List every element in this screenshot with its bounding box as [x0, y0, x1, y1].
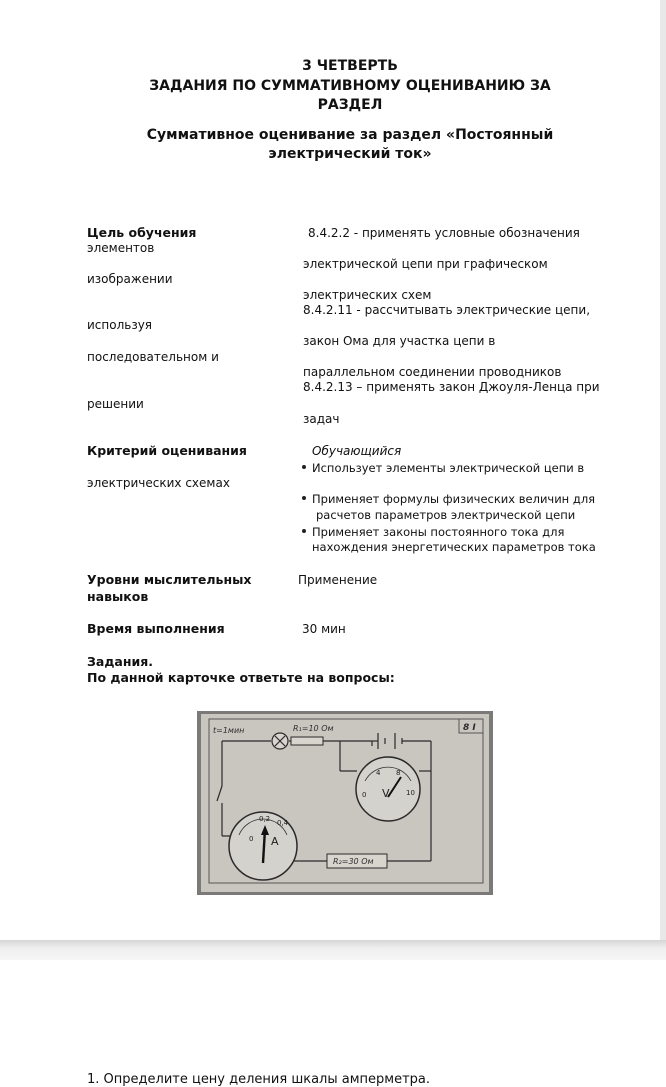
circuit-diagram-photo [197, 711, 493, 895]
goals-left-word: решении [87, 397, 144, 411]
time-label: Время выполнения [87, 621, 225, 636]
voltmeter-tick-4: 4 [376, 769, 381, 777]
time-label: t=1мин [213, 726, 245, 735]
tasks-instruction: По данной карточке ответьте на вопросы: [87, 670, 395, 685]
voltmeter-tick-8: 8 [396, 769, 401, 777]
goal-line: 8.4.2.13 – применять закон Джоуля-Ленца при [303, 380, 600, 394]
document-page-2 [0, 960, 666, 1087]
criteria-student: Обучающийся [312, 444, 402, 458]
lamp-icon [272, 733, 288, 749]
ammeter-tick-0: 0 [249, 835, 254, 843]
goal-line: 8.4.2.2 - применять условные обозначения [308, 226, 580, 240]
ammeter-tick-04: 0,4 [277, 819, 289, 827]
levels-label-cont: навыков [87, 589, 149, 604]
voltmeter-tick-0: 0 [362, 791, 367, 799]
goal-line: электрической цепи при графическом [303, 257, 548, 271]
voltmeter-tick-10: 10 [406, 789, 415, 797]
card-number: 8 I [463, 723, 476, 733]
ammeter-tick-02: 0,2 [259, 815, 271, 823]
criteria-bullet-cont: нахождения энергетических параметров тока [312, 540, 596, 554]
page-edge [660, 0, 666, 945]
criteria-bullet-cont: расчетов параметров электрической цепи [316, 508, 576, 522]
criteria-bullet: Использует элементы электрической цепи в [302, 461, 584, 475]
goal-line: задач [303, 412, 340, 426]
time-value: 30 мин [302, 622, 346, 636]
goals-left-word: изображении [87, 272, 173, 286]
page-separator [0, 940, 666, 960]
criteria-bullet: Применяет законы постоянного тока для [302, 525, 564, 539]
goal-line: электрических схем [303, 288, 432, 302]
r1-label: R₁=10 Ом [293, 724, 334, 733]
criteria-bullet: Применяет формулы физических величин для [302, 492, 595, 506]
criteria-left-word: электрических схемах [87, 476, 230, 490]
resistor-r1 [291, 737, 323, 745]
tasks-heading: ЗАДАНИЯ ПО СУММАТИВНОМУ ОЦЕНИВАНИЮ ЗА [149, 78, 551, 94]
goals-left-word: используя [87, 318, 153, 332]
levels-value: Применение [298, 573, 378, 587]
goal-line: закон Ома для участка цепи в [303, 334, 496, 348]
ammeter-letter: A [271, 835, 279, 848]
goals-label: Цель обучения [87, 225, 197, 240]
goal-line: параллельном соединении проводников [303, 365, 562, 379]
goal-line: 8.4.2.11 - рассчитывать электрические цепи, [303, 303, 591, 317]
r2-label: R₂=30 Ом [333, 857, 374, 866]
tasks-heading-cont: РАЗДЕЛ [317, 97, 383, 113]
voltmeter-letter: V [382, 787, 390, 800]
question-1: 1. Определите цену деления шкалы амперметра. [87, 1072, 431, 1087]
section-title: Суммативное оценивание за раздел «Постоянный [146, 127, 554, 143]
goals-left-word: элементов [87, 241, 155, 255]
quarter-heading: 3 ЧЕТВЕРТЬ [302, 58, 398, 74]
goals-left-word: последовательном и [87, 350, 219, 364]
tasks-label: Задания. [87, 654, 154, 669]
criteria-label: Критерий оценивания [87, 443, 247, 458]
levels-label: Уровни мыслительных [87, 572, 252, 587]
section-title-cont: электрический ток» [268, 146, 432, 162]
